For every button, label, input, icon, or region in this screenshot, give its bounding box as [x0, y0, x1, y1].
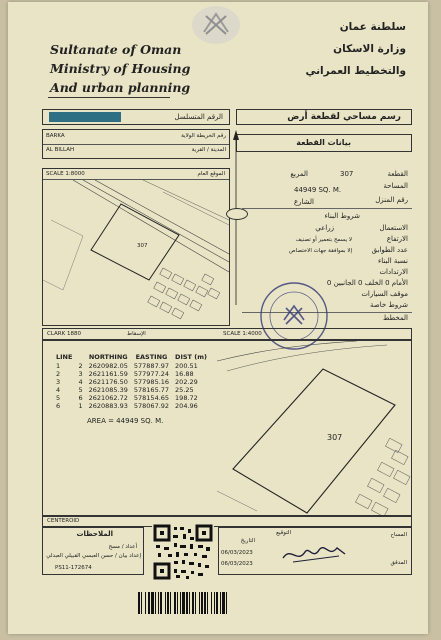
survey-document	[8, 2, 428, 634]
coords-header-dist: DIST (m)	[175, 353, 207, 361]
table-cell: 6	[56, 402, 61, 410]
house-no-label: رقم المنزل	[375, 196, 408, 204]
table-cell: 2621062.72	[88, 394, 128, 402]
surveyor-label: المساح	[390, 532, 407, 538]
serial-row	[42, 109, 230, 125]
table-cell: 578154.65	[133, 394, 170, 402]
info-divider	[43, 144, 229, 145]
datum-label: CLARK 1880	[47, 331, 81, 337]
barcode-icon	[138, 592, 298, 614]
header-ar-line3: والتخطيط العمراني	[305, 65, 406, 77]
doc-title-box	[236, 109, 412, 125]
small-plot-label: 307	[137, 243, 148, 249]
setbacks-values: الأمام 0 الخلف 0 الجانبين 0	[326, 279, 408, 287]
table-cell: 577985.16	[133, 378, 170, 386]
wilayat-label: رقم الخريطة الولاية	[181, 133, 226, 139]
table-cell: 200.51	[175, 362, 198, 370]
block-label: المربع	[290, 170, 308, 178]
coords-table	[53, 353, 210, 410]
header-en-line3: And urban planning	[50, 80, 191, 95]
table-cell: 4	[56, 386, 61, 394]
main-plot-label: 307	[327, 433, 343, 442]
main-map-frame	[42, 340, 412, 516]
table-cell: 2620883.93	[88, 402, 128, 410]
fields-divider-1	[242, 208, 412, 209]
notes-ref: PS11-172674	[55, 565, 92, 571]
header-ar-line2: وزارة الاسكان	[333, 43, 406, 55]
coords-header-northing: NORTHING	[88, 353, 128, 361]
table-row	[53, 402, 210, 410]
parking-label: موقف السيارات	[361, 290, 408, 298]
coords-header-line: LINE	[56, 353, 73, 361]
area-label: المساحة	[383, 182, 408, 190]
table-cell: 16.88	[175, 370, 194, 378]
table-cell: 578165.77	[133, 386, 170, 394]
building-conditions-label: شروط البناء	[324, 212, 360, 220]
table-row	[53, 378, 210, 386]
table-row	[53, 370, 210, 378]
header-ar-line1: سلطنة عمان	[339, 21, 406, 33]
table-cell: 202.29	[175, 378, 198, 386]
notes-box	[42, 527, 144, 575]
plot-no-label: القطعة	[387, 170, 408, 178]
land-use-label: الاستعمال	[379, 224, 408, 232]
scale-label: SCALE 1:4000	[223, 331, 262, 337]
signature-label: التوقيع	[276, 530, 291, 536]
table-cell: 5	[78, 386, 83, 394]
table-cell: 6	[78, 394, 83, 402]
general-location-label: الموقع العام	[197, 171, 225, 177]
table-row	[53, 362, 210, 370]
table-cell: 204.96	[175, 402, 198, 410]
date-label-1: التاريخ	[240, 538, 255, 544]
wilayat-value: BARKA	[46, 133, 65, 139]
left-info-box	[42, 129, 230, 159]
plot-no-value: 307	[340, 170, 354, 178]
header-en-line1: Sultanate of Oman	[50, 42, 182, 57]
table-cell: 198.72	[175, 394, 198, 402]
table-cell: 2	[56, 370, 61, 378]
area-value: 44949 SQ. M.	[294, 186, 342, 194]
notes-line1: أعداد / مسح	[108, 544, 137, 550]
datum-row	[42, 328, 412, 340]
plot-data-title-box	[236, 134, 412, 152]
table-cell: 5	[56, 394, 61, 402]
centroid-row	[42, 516, 412, 527]
date-value-2: 06/03/2023	[221, 561, 253, 567]
street-label: الشارع	[293, 198, 314, 206]
table-row	[53, 394, 210, 402]
serial-label: الرقم المتسلسل	[174, 113, 223, 121]
table-cell: 1	[78, 402, 83, 410]
table-cell: 1	[56, 362, 61, 370]
table-cell: 3	[56, 378, 61, 386]
coords-header-to	[75, 353, 85, 362]
table-cell: 2620982.05	[88, 362, 128, 370]
header-en-line2: Ministry of Housing	[50, 61, 191, 76]
table-cell: 577977.24	[133, 370, 170, 378]
checker-label: المدقق	[390, 560, 407, 566]
height-value: لا يسمح بتعمير أو تصنيف	[295, 237, 352, 243]
centroid-label: CENTEROID	[47, 518, 80, 524]
signature-box	[218, 527, 412, 575]
table-cell: 4	[78, 378, 83, 386]
location-map	[43, 180, 229, 325]
notes-title: الملاحظات	[76, 530, 113, 538]
village-label: المدينة / القرية	[191, 147, 226, 153]
header-underline	[48, 97, 170, 98]
table-cell: 577887.97	[133, 362, 170, 370]
projection-label: الإسقاط	[127, 331, 146, 337]
location-map-frame	[42, 168, 230, 326]
handwritten-signature-icon	[279, 538, 349, 566]
plot-data-title: بيانات القطعة	[296, 138, 351, 147]
floors-value: إلا بموافقة جهات الاختصاص	[289, 248, 352, 254]
table-cell: 3	[78, 370, 83, 378]
doc-title: رسم مساحي لقطعة أرض	[287, 112, 401, 122]
table-row	[53, 386, 210, 394]
table-cell: 578067.92	[133, 402, 170, 410]
area-summary: AREA = 44949 SQ. M.	[87, 417, 164, 425]
notes-line2: إعداد بيان / حسن العبسي القبيلي العبدلي	[46, 553, 141, 559]
qr-code-icon	[152, 523, 214, 581]
building-ratio-label: نسبة البناء	[377, 257, 408, 265]
table-cell: 2	[78, 362, 83, 370]
table-cell: 2621161.59	[88, 370, 128, 378]
table-cell: 2621085.39	[88, 386, 128, 394]
table-cell: 2621176.50	[88, 378, 128, 386]
serial-redaction	[49, 112, 121, 122]
oman-emblem-icon	[190, 4, 242, 46]
floors-label: عدد الطوابق	[371, 246, 408, 254]
setbacks-label: الارتدادات	[379, 268, 408, 276]
table-cell: 25.25	[175, 386, 194, 394]
main-plot-map	[217, 341, 411, 515]
special-conditions-label: شروط خاصة	[370, 301, 408, 309]
land-use-value: زراعي	[315, 224, 334, 232]
date-value-1: 06/03/2023	[221, 550, 253, 556]
coords-header-easting: EASTING	[135, 353, 168, 361]
small-scale-label: SCALE 1:8000	[46, 171, 85, 177]
plan-label: المخطط	[382, 314, 408, 322]
village-value: AL BILLAH	[46, 147, 75, 153]
height-label: الارتفاع	[386, 235, 408, 243]
